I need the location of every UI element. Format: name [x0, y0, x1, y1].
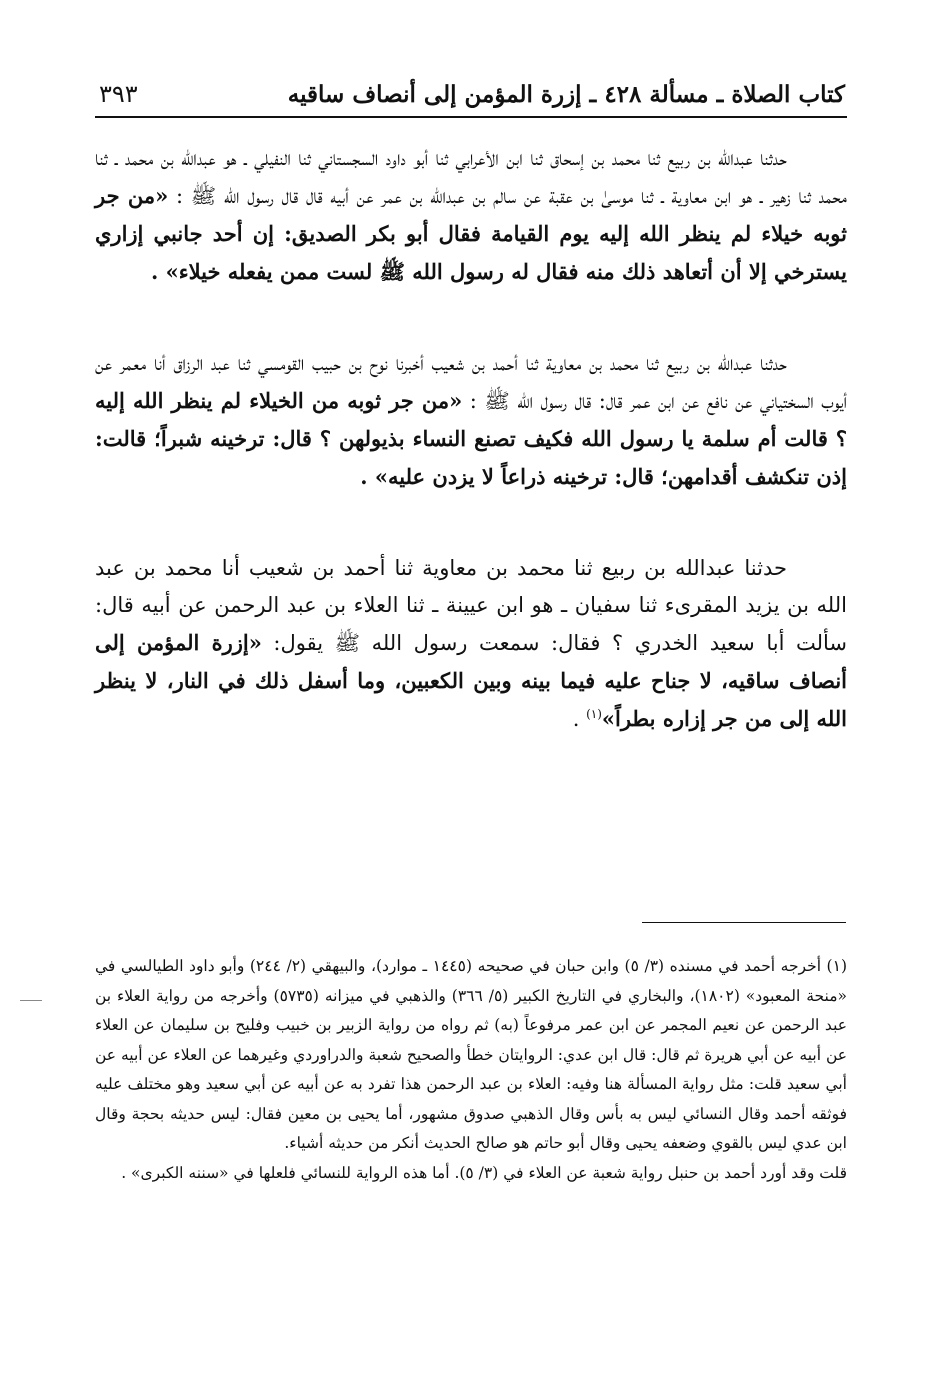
paragraph-tail: . — [572, 707, 587, 731]
hadith-paragraph-2 — [95, 345, 847, 496]
page-header — [95, 58, 845, 108]
footnote-reference[interactable]: (١) — [586, 707, 602, 721]
margin-mark — [20, 1000, 42, 1001]
header-rule — [95, 116, 847, 118]
hadith-paragraph-3 — [95, 550, 847, 738]
footnotes — [95, 952, 847, 1188]
footnote-1-continuation: قلت وقد أورد أحمد بن حنبل رواية شعبة عن العلاء في (٣/ ٥). أما هذه الرواية للنسائي فلعلها في «سننه الكبرى» . — [121, 1163, 847, 1182]
footnote-separator — [642, 922, 846, 923]
hadith-text: «من جر ثوبه من الخيلاء لم ينظر الله إليه ؟ قالت أم سلمة يا رسول الله فكيف تصنع النساء بذيولهن ؟ قال: ترخينه شبراً؛ قالت: إذن تنكشف أقدامهن؛ قال: ترخينه ذراعاً لا يزدن عليه» . — [95, 388, 847, 489]
isnad-text: حدثنا عبدالله بن ربيع ثنا محمد بن معاوية ثنا أحمد بن شعيب أخبرنا نوح بن حبيب القومسي ثنا عبد الرزاق أنا معمر عن أيوب السختياني عن نافع عن ابن عمر قال: قال رسول الله ﷺ : — [95, 351, 848, 413]
running-title: كتاب الصلاة ـ مسألة ٤٢٨ ـ إزرة المؤمن إلى أنصاف ساقيه — [287, 81, 845, 108]
isnad-text: حدثنا عبدالله بن ربيع ثنا محمد بن معاوية ثنا أحمد بن شعيب أنا محمد بن عبد الله بن يزيد المقرىء ثنا سفيان ـ هو ابن عيينة ـ ثنا العلاء بن عبد الرحمن عن أبيه قال: سألت أبا سعيد الخدري ؟ فقال: سمعت رسول الله ﷺ يقول: — [95, 556, 848, 655]
isnad-text: حدثنا عبدالله بن ربيع ثنا محمد بن إسحاق ثنا ابن الأعرابي ثنا أبو داود السجستاني ثنا النفيلي ـ هو عبدالله بن محمد ـ ثنا محمد ثنا زهير ـ هو ابن معاوية ـ ثنا موسىٰ بن عقبة عن سالم بن عبدالله بن عمر عن أبيه قال قال رسول الله ﷺ : — [95, 146, 847, 208]
footnote-1: (١) أخرجه أحمد في مسنده (٣/ ٥) وابن حبان في صحيحه (١٤٤٥ ـ موارد)، والبيهقي (٢/ ٢٤٤) وأبو داود الطيالسي في «منحة المعبود» (١٨٠٢)، والبخاري في التاريخ الكبير (٥/ ٣٦٦) والذهبي في ميزانه (٥٧٣٥) وأخرجه من رواية العلاء بن عبد الرحمن عن نعيم المجمر عن ابن عمر مرفوعاً (به) ثم رواه من رواية الزبير بن خبيب وفليح بن سليمان عن العلاء عن أبيه عن أبي هريرة ثم قال: قال ابن عدي: الروايتان خطأ والصحيح شعبة والدراوردي وغيرهما عن العلاء عن أبيه عن أبي سعيد قلت: مثل رواية المسألة هنا وفيه: العلاء بن عبد الرحمن هذا تفرد به عن أبيه عن أبي سعيد وهو مختلف عليه فوثقه أحمد وقال النسائي ليس به بأس وقال الذهبي صدوق مشهور، أما يحيى بن معين فقال: ليس حديثه بحجة وقال ابن عدي ليس بالقوي وضعفه يحيى وقال أبو حاتم هو صالح الحديث أنكر من حديثه أشياء. — [95, 957, 847, 1152]
main-text — [95, 140, 847, 792]
hadith-text: «من جر ثوبه خيلاء لم ينظر الله إليه يوم القيامة فقال أبو بكر الصديق: إن أحد جانبي إزاري يسترخي إلا أن أتعاهد ذلك منه فقال له رسول الله ﷺ لست ممن يفعله خيلاء» . — [95, 183, 847, 284]
hadith-text: «إزرة المؤمن إلى أنصاف ساقيه، لا جناح عليه فيما بينه وبين الكعبين، وما أسفل ذلك في النار، لا ينظر الله إلى من جر إزاره بطراً» — [95, 630, 847, 731]
hadith-paragraph-1 — [95, 140, 847, 291]
page-number: ٣٩٣ — [99, 80, 138, 108]
